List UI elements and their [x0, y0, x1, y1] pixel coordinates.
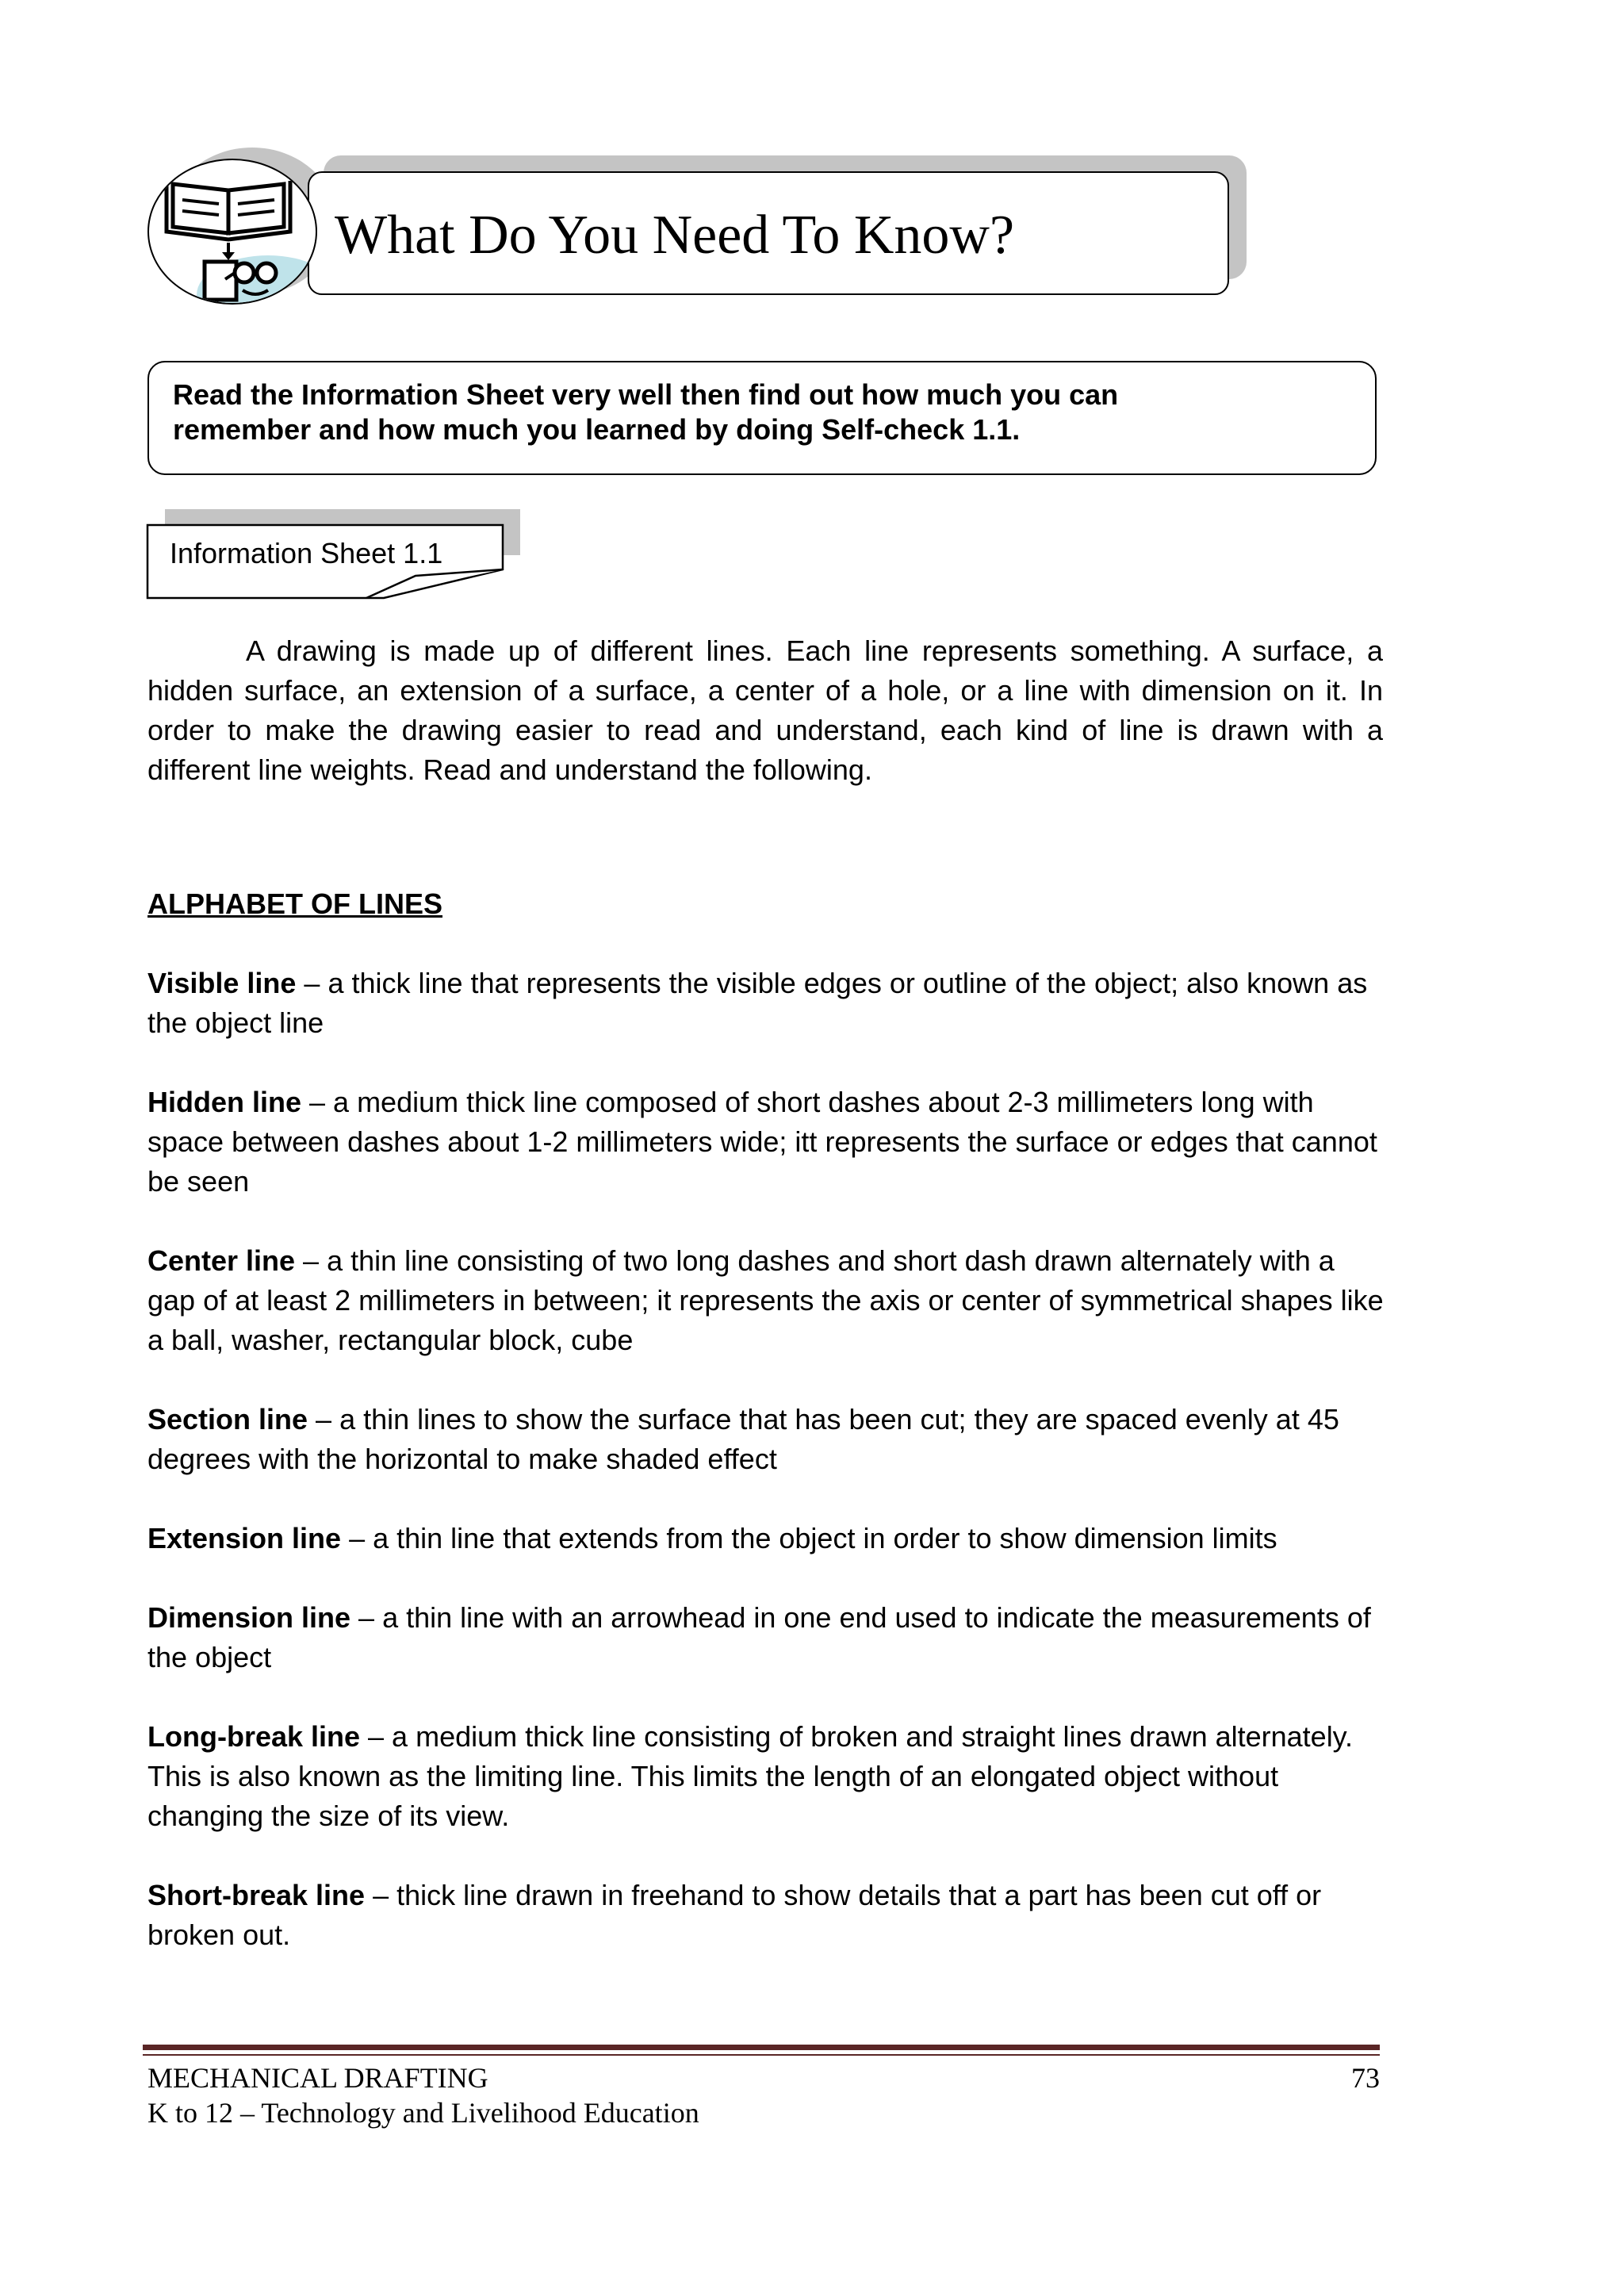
term-dimension-line — [147, 1598, 1385, 1677]
term-name: Hidden line — [147, 1086, 302, 1118]
term-name: Dimension line — [147, 1601, 351, 1634]
book-reader-icon — [149, 160, 317, 305]
term-definition: – thick line drawn in freehand to show details that a part has been cut off or broken out. — [147, 1879, 1322, 1951]
info-sheet-label: Information Sheet 1.1 — [170, 537, 443, 569]
footer-course: MECHANICAL DRAFTING — [147, 2062, 488, 2094]
section-heading: ALPHABET OF LINES — [147, 887, 443, 920]
footer-program: K to 12 – Technology and Livelihood Education — [147, 2097, 699, 2129]
footer-rule-thin — [143, 2054, 1380, 2056]
term-visible-line — [147, 964, 1385, 1043]
icon-badge — [147, 159, 317, 305]
term-name: Long-break line — [147, 1720, 361, 1753]
term-definition: – a thick line that represents the visible edges or outline of the object; also known as the object line — [147, 967, 1368, 1039]
term-definition: – a thin lines to show the surface that has been cut; they are spaced evenly at 45 degrees with the horizontal to make shaded effect — [147, 1403, 1339, 1475]
term-name: Visible line — [147, 967, 297, 999]
term-center-line — [147, 1241, 1385, 1360]
term-name: Section line — [147, 1403, 308, 1435]
term-definition: – a medium thick line consisting of broken and straight lines drawn alternately. This is also known as the limiting line. This limits the length of an elongated object without changing the size of its view. — [147, 1720, 1354, 1832]
term-name: Extension line — [147, 1522, 342, 1554]
term-definition: – a medium thick line composed of short dashes about 2-3 millimeters long with space between dashes about 1-2 millimeters wide; itt represents the surface or edges that cannot be seen — [147, 1086, 1377, 1198]
footer-rule-thick — [143, 2045, 1380, 2050]
page-number: 73 — [1351, 2062, 1380, 2094]
term-name: Center line — [147, 1244, 296, 1277]
instruction-text: Read the Information Sheet very well then find out how much you can remember and how much you learned by doing Self-check 1.1. — [173, 378, 1119, 446]
term-hidden-line — [147, 1083, 1385, 1202]
term-definition: – a thin line consisting of two long dashes and short dash drawn alternately with a gap of at least 2 millimeters in between; it represents the axis or center of symmetrical shapes like a ball, washer, rectangular block, cube — [147, 1244, 1384, 1356]
term-name: Short-break line — [147, 1879, 366, 1911]
term-long-break-line — [147, 1717, 1385, 1836]
term-definition: – a thin line with an arrowhead in one end used to indicate the measurements of the object — [147, 1601, 1371, 1673]
term-definition: – a thin line that extends from the object in order to show dimension limits — [341, 1522, 1277, 1554]
term-section-line — [147, 1400, 1385, 1479]
page-title: What Do You Need To Know? — [335, 205, 1015, 266]
term-short-break-line — [147, 1876, 1385, 1955]
term-extension-line — [147, 1519, 1385, 1558]
intro-paragraph: A drawing is made up of different lines. Each line represents something. A surface, a hidden surface, an extension of a surface, a center of a hole, or a line with dimension on it. In order to make the drawing easier to read and understand, each kind of line is drawn with a different line weights. Read and understand the following. — [147, 634, 1383, 786]
